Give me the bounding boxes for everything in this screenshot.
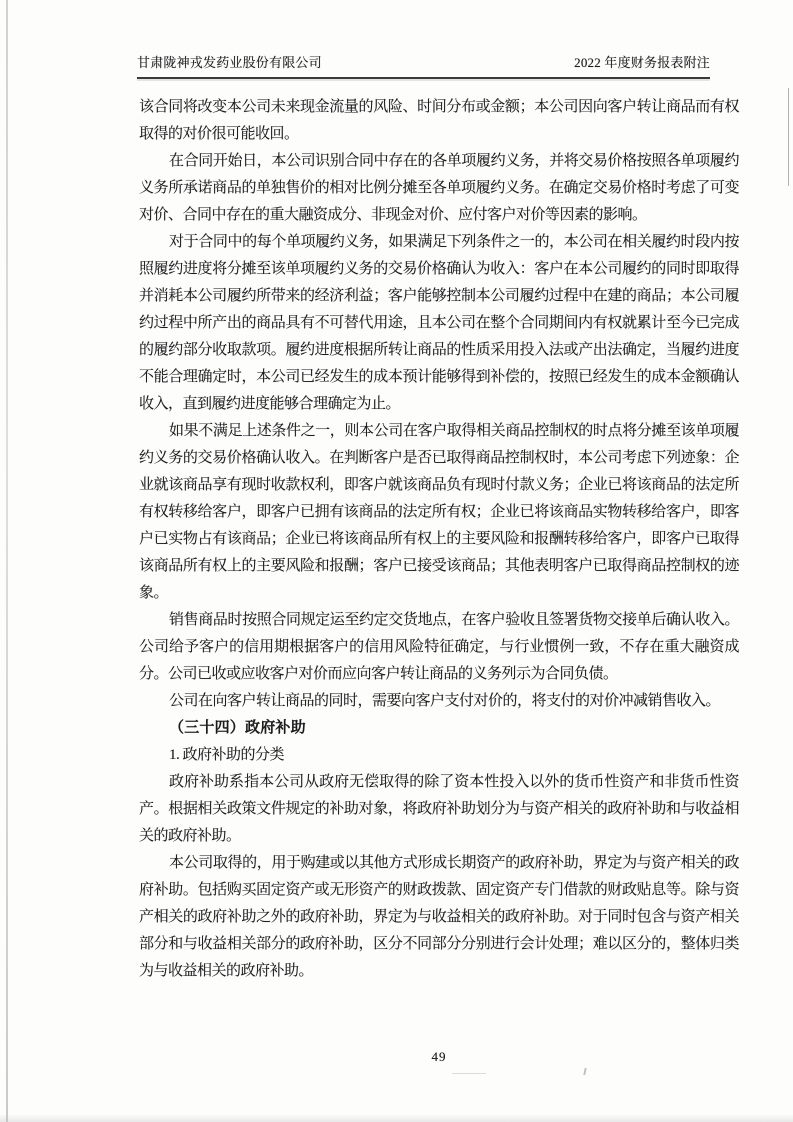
scan-left-edge-line (6, 0, 8, 1122)
scan-smudge-mark (452, 1073, 486, 1074)
paragraph-asset-related-grants: 本公司取得的，用于购建或以其他方式形成长期资产的政府补助，界定为与资产相关的政府补助。包括购买固定资产或无形资产的财政拨款、固定资产专门借款的财政贴息等。除与资产相关的政府补助之外的政府补助，界定为与收益相关的政府补助。对于同时包含与资产相关部分和与收益相关部分的政府补助，区分不同部分分别进行会计处理；难以区分的，整体归类为与收益相关的政府补助。 (139, 855, 739, 979)
scan-tick-mark (583, 1068, 586, 1075)
company-name: 甘肃陇神戎发药业股份有限公司 (137, 55, 322, 70)
paragraph-control-transfer-point-in-time: 如果不满足上述条件之一，则本公司在客户取得相关商品控制权的时点将分摊至该单项履约义务的交易价格确认收入。在判断客户是否已取得商品控制权时，本公司考虑下列迹象：企业就该商品享有现时收款权利，即客户就该商品负有现时付款义务；企业已将该商品的法定所有权转移给客户，即客户已拥有该商品的法定所有权；企业已将该商品实物转移给客户，即客户已实物占有该商品；企业已将该商品所有权上的主要风险和报酬转移给客户，即客户已取得该商品所有权上的主要风险和报酬；客户已接受该商品；其他表明客户已取得商品控制权的迹象。 (139, 423, 739, 601)
scan-right-edge-line (788, 88, 789, 186)
page-header (137, 52, 710, 79)
page-number: 49 (431, 1049, 447, 1064)
paragraph-revenue-contract-continuation: 该合同将改变本公司未来现金流量的风险、时间分布或金额；本公司因向客户转让商品而有权取得的对价很可能收回。 (139, 99, 739, 142)
document-body (139, 94, 739, 985)
paragraph-goods-delivery-revenue: 销售商品时按照合同规定运至约定交货地点，在客户验收且签署货物交接单后确认收入。公司给予客户的信用期根据客户的信用风险特征确定，与行业惯例一致，不存在重大融资成分。公司已收或应收客户对价而应向客户转让商品的义务列示为合同负债。 (139, 612, 739, 682)
paragraph-performance-obligation-over-time: 对于合同中的每个单项履约义务，如果满足下列条件之一的，本公司在相关履约时段内按照履约进度将分摊至该单项履约义务的交易价格确认为收入：客户在本公司履约的同时即取得并消耗本公司履约所带来的经济利益；客户能够控制本公司履约过程中在建的商品；本公司履约过程中所产出的商品具有不可替代用途，且本公司在整个合同期间内有权就累计至今已完成的履约部分收取款项。履约进度根据所转让商品的性质采用投入法或产出法确定，当履约进度不能合理确定时，本公司已经发生的成本预计能够得到补偿的，按照已经发生的成本金额确认收入，直到履约进度能够合理确定为止。 (139, 234, 739, 412)
section-heading-government-grants: （三十四）政府补助 (169, 720, 306, 736)
paragraph-consideration-payable-to-customer: 公司在向客户转让商品的同时，需要向客户支付对价的，将支付的对价冲减销售收入。 (169, 693, 721, 709)
scan-bottom-shade (0, 1114, 793, 1122)
report-title: 2022 年度财务报表附注 (574, 55, 710, 70)
paragraph-grant-definition: 政府补助系指本公司从政府无偿取得的除了资本性投入以外的货币性资产和非货币性资产。根据相关政策文件规定的补助对象，将政府补助划分为与资产相关的政府补助和与收益相关的政府补助。 (139, 774, 739, 844)
paragraph-contract-start-date: 在合同开始日，本公司识别合同中存在的各单项履约义务，并将交易价格按照各单项履约义务所承诺商品的单独售价的相对比例分摊至各单项履约义务。在确定交易价格时考虑了可变对价、合同中存在的重大融资成分、非现金对价、应付客户对价等因素的影响。 (139, 153, 739, 223)
subheading-grant-classification: 1. 政府补助的分类 (169, 747, 285, 763)
